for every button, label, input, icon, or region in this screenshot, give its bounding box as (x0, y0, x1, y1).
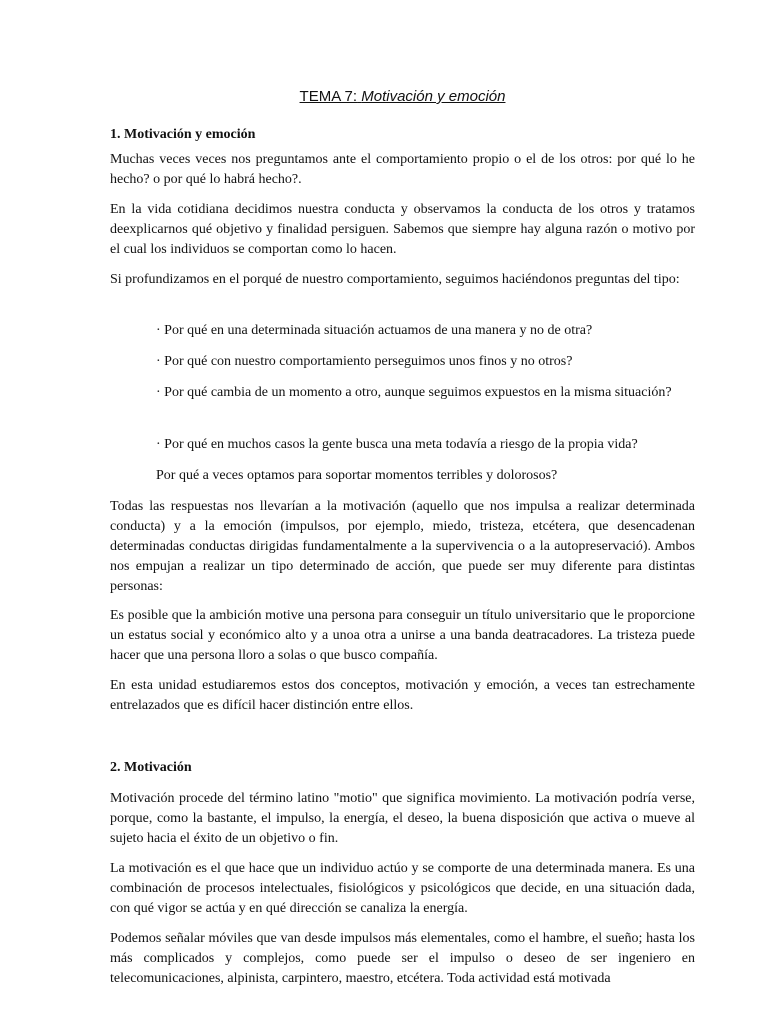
bullet-item: · Por qué en muchos casos la gente busca una meta todavía a riesgo de la propia vida? (156, 437, 638, 452)
paragraph: En la vida cotidiana decidimos nuestra conducta y observamos la conducta de los otros y tratamos deexplicarnos qué objetivo y finalidad persiguen. Sabemos que siempre hay alguna razón o motivo por el cual los individuos se comportan como lo hacen. (110, 202, 695, 257)
paragraph: Podemos señalar móviles que van desde impulsos más elementales, como el hambre, el sueño; hasta los más complicados y complejos, como puede ser el impulso o deseo de ser ingeniero en telecomunicaciones, alpinista, carpintero, maestro, etcétera. Toda actividad está motivada (110, 931, 695, 986)
document-title (110, 88, 695, 105)
bullet-item: · Por qué cambia de un momento a otro, aunque seguimos expuestos en la misma situación? (156, 385, 672, 400)
paragraph: Es posible que la ambición motive una persona para conseguir un título universitario que le proporcione un estatus social y económico alto y a unoa otra a unirse a una banda deatracadores. La tristeza puede hacer que una persona lloro a solas o que busco compañía. (110, 608, 695, 663)
paragraph: En esta unidad estudiaremos estos dos conceptos, motivación y emoción, a veces tan estrechamente entrelazados que es difícil hacer distinción entre ellos. (110, 678, 695, 713)
paragraph: Motivación procede del término latino "motio" que significa movimiento. La motivación podría verse, porque, como la bastante, el impulso, la energía, el deseo, la buena disposición que activa o mueve al sujeto hacia el éxito de un objetivo o fin. (110, 791, 695, 846)
bullet-item: · Por qué con nuestro comportamiento perseguimos unos finos y no otros? (156, 354, 573, 369)
paragraph: Si profundizamos en el porqué de nuestro comportamiento, seguimos haciéndonos preguntas del tipo: (110, 272, 680, 287)
section-2-heading: 2. Motivación (110, 760, 192, 775)
paragraph: La motivación es el que hace que un individuo actúo y se comporte de una determinada manera. Es una combinación de procesos intelectuales, fisiológicos y psicológicos que decide, en una situación dada, con qué vigor se actúa y en qué dirección se canaliza la energía. (110, 861, 695, 916)
title-italic: Motivación y emoción (361, 88, 506, 105)
paragraph: Todas las respuestas nos llevarían a la motivación (aquello que nos impulsa a realizar determinada conducta) y a la emoción (impulsos, por ejemplo, miedo, tristeza, etcétera, que desencadenan determinadas conductas dirigidas fundamentalmente a la supervivencia o a la autopreservació). Ambos nos empujan a realizar un tipo determinado de acción, que puede ser muy diferente para distintas personas: (110, 499, 695, 594)
section-1-heading: 1. Motivación y emoción (110, 127, 256, 142)
paragraph: Muchas veces veces nos preguntamos ante el comportamiento propio o el de los otros: por qué lo he hecho? o por qué lo habrá hecho?. (110, 152, 695, 187)
bullet-item: · Por qué en una determinada situación actuamos de una manera y no de otra? (156, 323, 593, 338)
bullet-item: Por qué a veces optamos para soportar momentos terribles y dolorosos? (156, 468, 558, 483)
title-prefix: TEMA 7: (299, 88, 358, 105)
